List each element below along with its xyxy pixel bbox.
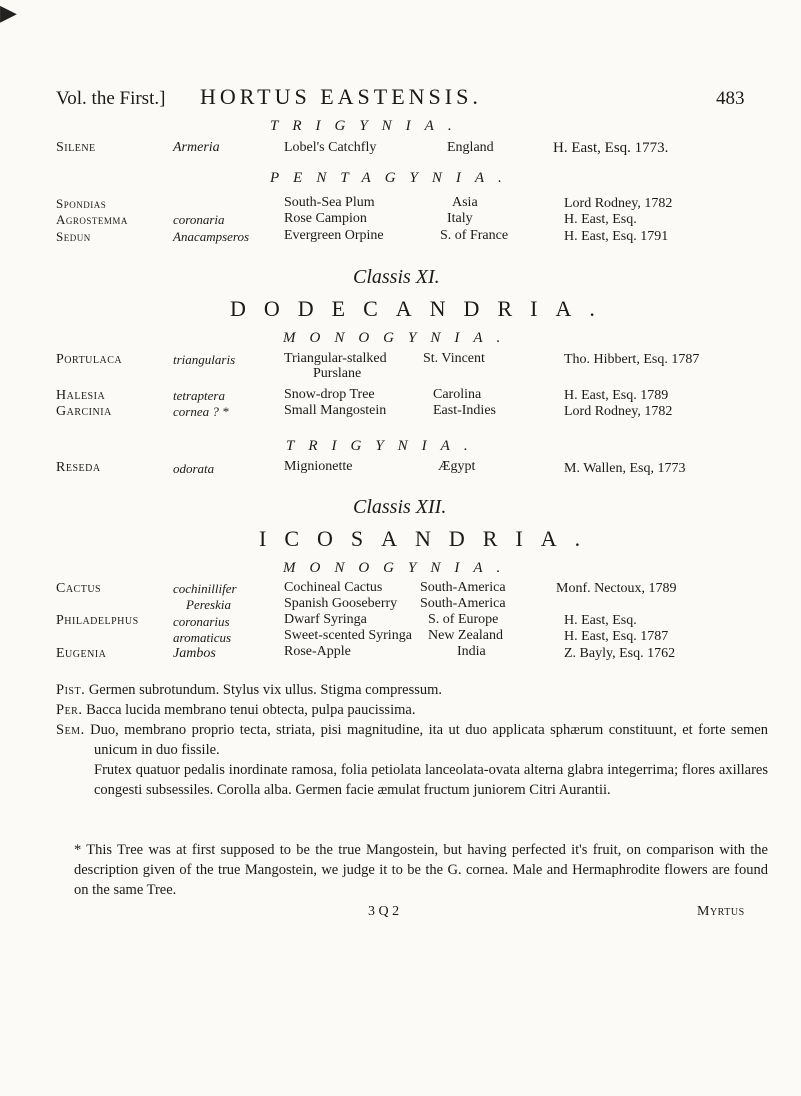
catchword: Myrtus [697,904,745,919]
section-icosandria: ICOSANDRIA. [259,526,599,551]
origin: Asia [452,195,478,210]
species-cornea: cornea ? * [173,404,229,419]
introducer: Monf. Nectoux, 1789 [556,581,677,596]
section-monogynia-2: MONOGYNIA. [283,560,515,576]
introducer: H. East, Esq. 1791 [564,229,669,244]
page-number: 483 [716,88,745,109]
common-name: Snow-drop Tree [284,387,375,402]
introducer: Lord Rodney, 1782 [564,196,673,211]
introducer: H. East, Esq. 1787 [564,629,669,644]
genus-silene: Silene [56,140,96,155]
common-name: Evergreen Orpine [284,228,384,243]
common-name: Mignionette [284,459,353,474]
common-name: Dwarf Syringa [284,612,367,627]
introducer: H. East, Esq. 1789 [564,388,669,403]
species-cochinillifer: cochinillifer [173,581,237,596]
per-line [56,700,768,720]
species-coronarius: coronarius [173,614,230,629]
species-jambos: Jambos [173,646,216,661]
genus-reseda: Reseda [56,460,101,475]
origin: New Zealand [428,628,504,643]
origin: South-America [420,596,506,611]
species-triangularis: triangularis [173,352,236,367]
common-name-cont: Purslane [313,366,362,381]
sem-label: Sem. [56,722,85,738]
section-trigynia-1: TRIGYNIA. [270,118,466,134]
origin: S. of France [440,228,509,243]
introducer: M. Wallen, Esq, 1773 [564,461,686,476]
section-trigynia-2: TRIGYNIA. [286,438,482,454]
common-name: Lobel's Catchfly [284,140,377,155]
per-text: Bacca lucida membrano tenui obtecta, pulpa paucissima. [86,702,416,718]
common-name: Sweet-scented Syringa [284,628,412,643]
footnote: * This Tree was at first supposed to be the true Mangostein, but having perfected it's fruit, on comparison with the description given of the true Mangostein, we judge it to be the G. cornea. Male and Hermaphrodite flowers are found on the same Tree. [74,842,768,898]
genus-spondias: Spondias [56,196,107,211]
species-pereskia: Pereskia [186,597,231,612]
origin: East-Indies [433,403,496,418]
description-block [56,680,768,800]
origin: England [447,140,494,155]
classis-xi: Classis XI. [353,266,440,288]
origin: South-America [420,580,506,595]
origin: India [457,644,486,659]
genus-eugenia: Eugenia [56,646,107,661]
species-anacampseros: Anacampseros [173,229,250,244]
common-name: Rose Campion [284,211,367,226]
pist-label: Pist. [56,682,86,698]
common-name: Spanish Gooseberry [284,596,398,611]
introducer: Z. Bayly, Esq. 1762 [564,646,676,661]
genus-portulaca: Portulaca [56,352,123,367]
section-monogynia-1: MONOGYNIA. [283,330,515,346]
genus-sedun: Sedun [56,229,91,244]
genus-philadelphus: Philadelphus [56,613,139,628]
sem-line [56,720,768,760]
running-head-left: Vol. the First.] [56,88,166,109]
pist-text: Germen subrotundum. Stylus vix ullus. Stigma compressum. [88,682,443,698]
species-tetraptera: tetraptera [173,388,225,403]
classis-xii: Classis XII. [353,496,447,518]
species-odorata: odorata [173,461,215,476]
genus-halesia: Halesia [56,388,106,403]
species-armeria: Armeria [173,140,220,155]
corner-arrow-icon: ▶ [0,0,17,25]
genus-garcinia: Garcinia [56,404,112,419]
origin: Ægypt [438,459,476,474]
common-name: Triangular-stalked [284,351,387,366]
introducer: Lord Rodney, 1782 [564,404,673,419]
per-label: Per. [56,702,83,718]
pist-line [56,680,768,700]
origin: Carolina [433,387,482,402]
genus-cactus: Cactus [56,581,102,596]
frutex-paragraph: Frutex quatuor pedalis inordinate ramosa, folia petiolata lanceolata-ovata alterna glabra integerrima; flores axillares congesti subsessiles. Corolla alba. Germen facie æmulat fructum juniorem Citri Aurantii. [94,762,768,798]
species-aromaticus: aromaticus [173,630,232,645]
common-name: Rose-Apple [284,644,351,659]
origin: S. of Europe [428,612,499,627]
common-name: Small Mangostein [284,403,387,418]
running-head-title: HORTUS EASTENSIS. [200,84,482,109]
species-coronaria: coronaria [173,212,225,227]
sem-text: Duo, membrano proprio tecta, striata, pisi magnitudine, ita ut duo applicata sphærum constituunt, et forte semen unicum in duo fissile. [90,722,768,758]
genus-agrostemma: Agrostemma [56,212,128,227]
introducer: H. East, Esq. 1773. [553,140,669,156]
introducer: H. East, Esq. [564,212,637,227]
origin: St. Vincent [423,351,485,366]
signature-mark: 3 Q 2 [368,904,400,919]
introducer: Tho. Hibbert, Esq. 1787 [564,352,700,367]
section-dodecandria: DODECANDRIA. [230,296,613,321]
common-name: Cochineal Cactus [284,580,383,595]
section-pentagynia: PENTAGYNIA. [270,170,516,186]
introducer: H. East, Esq. [564,613,637,628]
common-name: South-Sea Plum [284,195,375,210]
origin: Italy [447,211,473,226]
